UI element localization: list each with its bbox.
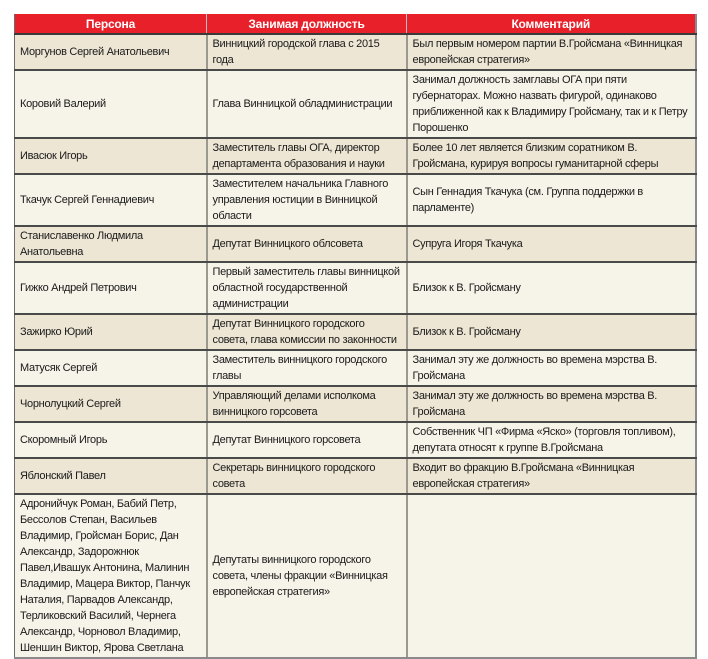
- cell-person: Адронийчук Роман, Бабий Петр, Бессолов Степан, Васильев Владимир, Гройсман Борис, Дан Александр, Задорожнюк Павел,Ивашук Антонина, Малинин Владимир, Мацера Виктор, Панчук Наталия, Парвадов Александр, Терликовский Василий, Чернега Александр, Чорновол Владимир, Шеншин Виктор, Ярова Светлана: [15, 494, 207, 658]
- cell-position: Управляющий делами исполкома винницкого горсовета: [207, 386, 407, 422]
- cell-comment: Более 10 лет является близким соратником В. Гройсмана, курируя вопросы гуманитарной сферы: [407, 138, 696, 174]
- cell-person: Ткачук Сергей Геннадиевич: [15, 174, 207, 226]
- cell-person: Моргунов Сергей Анатольевич: [15, 34, 207, 70]
- cell-position: Депутаты винницкого городского совета, члены фракции «Винницкая европейская стратегия»: [207, 494, 407, 658]
- table-row: [15, 386, 696, 422]
- cell-comment: [407, 494, 696, 658]
- cell-person: Ивасюк Игорь: [15, 138, 207, 174]
- cell-position: Заместителем начальника Главного управления юстиции в Винницкой области: [207, 174, 407, 226]
- cell-comment: Занимал эту же должность во времена мэрства В. Гройсмана: [407, 350, 696, 386]
- header-position: Занимая должность: [207, 14, 407, 34]
- table-row: [15, 314, 696, 350]
- cell-person: Станиславенко Людмила Анатольевна: [15, 226, 207, 262]
- cell-position: Первый заместитель главы винницкой областной государственной администрации: [207, 262, 407, 314]
- cell-position: Секретарь винницкого городского совета: [207, 458, 407, 494]
- cell-position: Заместитель главы ОГА, директор департамента образования и науки: [207, 138, 407, 174]
- table-row: [15, 70, 696, 138]
- table-row: [15, 494, 696, 658]
- table-row: [15, 458, 696, 494]
- cell-comment: Супруга Игоря Ткачука: [407, 226, 696, 262]
- cell-position: Депутат Винницкого городского совета, глава комиссии по законности: [207, 314, 407, 350]
- cell-person: Гижко Андрей Петрович: [15, 262, 207, 314]
- persons-table: [14, 14, 697, 659]
- cell-comment: Был первым номером партии В.Гройсмана «Винницкая европейская стратегия»: [407, 34, 696, 70]
- cell-person: Яблонский Павел: [15, 458, 207, 494]
- cell-position: Депутат Винницкого облсовета: [207, 226, 407, 262]
- cell-comment: Близок к В. Гройсману: [407, 262, 696, 314]
- table-row: [15, 226, 696, 262]
- header-person: Персона: [15, 14, 207, 34]
- cell-position: Заместитель винницкого городского главы: [207, 350, 407, 386]
- cell-comment: Занимал эту же должность во времена мэрства В. Гройсмана: [407, 386, 696, 422]
- cell-comment: Близок к В. Гройсману: [407, 314, 696, 350]
- cell-person: Чорнолуцкий Сергей: [15, 386, 207, 422]
- header-comment: Комментарий: [407, 14, 696, 34]
- cell-position: Депутат Винницкого горсовета: [207, 422, 407, 458]
- cell-position: Винницкий городской глава с 2015 года: [207, 34, 407, 70]
- cell-comment: Занимал должность замглавы ОГА при пяти губернаторах. Можно назвать фигурой, одинаково приближенной как к Владимиру Гройсману, так и к Петру Порошенко: [407, 70, 696, 138]
- table-row: [15, 34, 696, 70]
- table-row: [15, 174, 696, 226]
- cell-person: Коровий Валерий: [15, 70, 207, 138]
- header-row: [15, 14, 696, 34]
- cell-person: Зажирко Юрий: [15, 314, 207, 350]
- table-row: [15, 350, 696, 386]
- cell-person: Матусяк Сергей: [15, 350, 207, 386]
- cell-comment: Сын Геннадия Ткачука (см. Группа поддержки в парламенте): [407, 174, 696, 226]
- cell-comment: Собственник ЧП «Фирма «Яско» (торговля топливом), депутата относят к группе В.Гройсмана: [407, 422, 696, 458]
- table-row: [15, 138, 696, 174]
- cell-person: Скоромный Игорь: [15, 422, 207, 458]
- table-row: [15, 262, 696, 314]
- table-row: [15, 422, 696, 458]
- cell-position: Глава Винницкой обладминистрации: [207, 70, 407, 138]
- cell-comment: Входит во фракцию В.Гройсмана «Винницкая европейская стратегия»: [407, 458, 696, 494]
